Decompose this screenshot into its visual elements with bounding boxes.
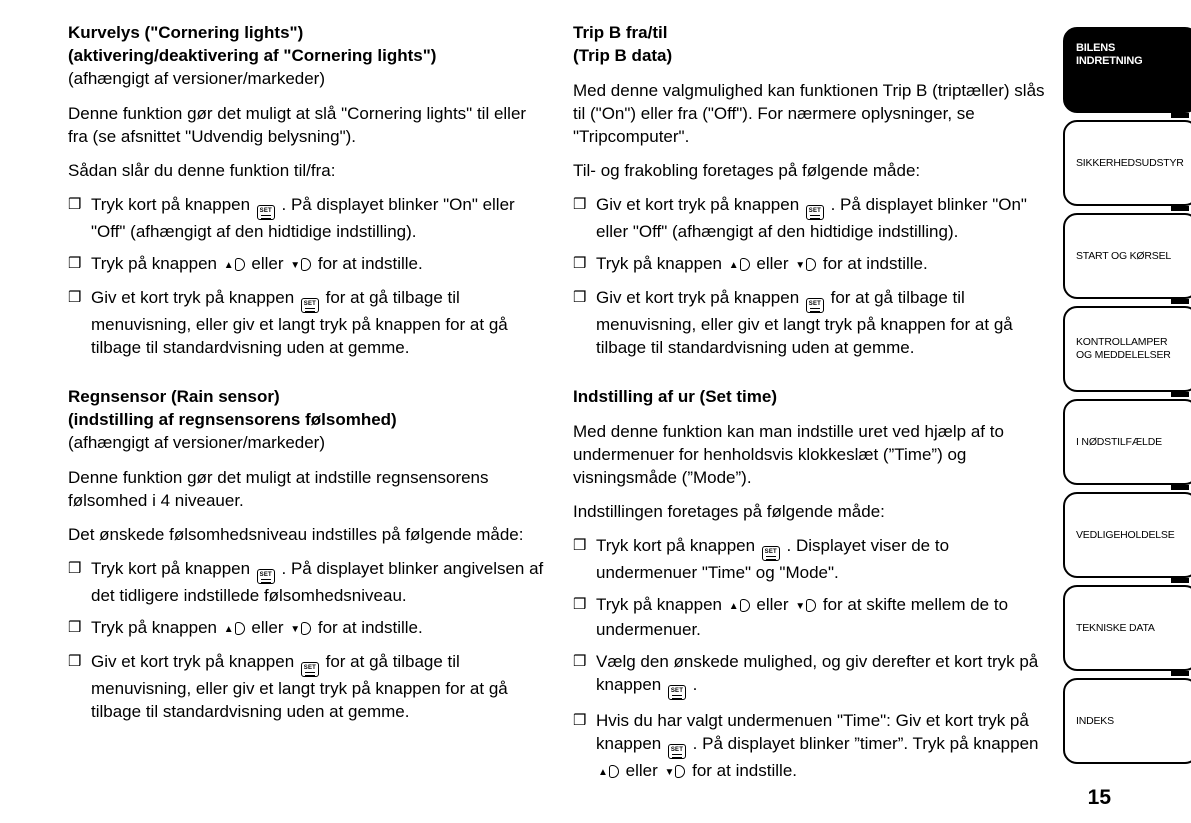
- stalk-button-icon: [235, 622, 245, 635]
- thumb-index-mark: [1171, 206, 1189, 211]
- paragraph: Denne funktion gør det muligt at indstille regnsensorens følsomhed i 4 niveauer.: [68, 468, 489, 510]
- down-arrow-icon: ▼: [664, 767, 675, 778]
- section-heading: Regnsensor (Rain sensor) (indstilling af regnsensorens følsomhed): [68, 387, 397, 429]
- stalk-button-icon: [301, 258, 311, 271]
- paragraph: Til- og frakobling foretages på følgende måde:: [573, 161, 921, 180]
- manual-section: [68, 21, 548, 359]
- thumb-index-mark: [1171, 392, 1189, 397]
- set-button-icon: SET: [668, 685, 686, 700]
- bullet-marker: ❒: [68, 255, 82, 272]
- thumb-index-mark: [1171, 299, 1189, 304]
- bullet-marker: ❒: [573, 537, 587, 554]
- bullet-item: ❒ Giv et kort tryk på knappen SET for at gå tilbage til menuvisning, eller giv et langt tryk på knappen for at gå tilbage til standardvisning uden at gemme.: [573, 288, 1013, 357]
- page-number: 15: [1087, 786, 1111, 809]
- stalk-button-icon: [609, 765, 619, 778]
- tab-label: SIKKERHEDSUDSTYR: [1076, 156, 1184, 169]
- set-button-icon: SET: [806, 298, 824, 313]
- section-note: (afhængigt af versioner/markeder): [68, 69, 326, 88]
- bullet-marker: ❒: [573, 289, 587, 306]
- stalk-button-icon: [806, 599, 816, 612]
- paragraph: Med denne funktion kan man indstille uret ved hjælp af to undermenuer for henholdsvis klokkeslæt (”Time”) og visningsmåde (”Mode”).: [573, 422, 1004, 487]
- chapter-tab-bar: [1063, 27, 1191, 771]
- stalk-button-icon: [235, 258, 245, 271]
- down-arrow-icon: ▼: [795, 260, 806, 271]
- section-heading: Kurvelys ("Cornering lights") (aktivering/deaktivering af "Cornering lights"): [68, 23, 437, 65]
- paragraph: Denne funktion gør det muligt at slå "Cornering lights" til eller fra (se afsnittet "Udvendig belysning").: [68, 104, 527, 146]
- up-arrow-icon: ▲: [728, 601, 739, 612]
- bullet-marker: ❒: [573, 255, 587, 272]
- thumb-index-mark: [1171, 485, 1189, 490]
- tab-label: I NØDSTILFÆLDE: [1076, 435, 1162, 448]
- section-heading: Trip B fra/til (Trip B data): [573, 23, 673, 65]
- left-column: [68, 21, 548, 732]
- set-button-icon: SET: [806, 205, 824, 220]
- bullet-item: ❒ Giv et kort tryk på knappen SET for at gå tilbage til menuvisning, eller giv et langt tryk på knappen for at gå tilbage til standardvisning uden at gemme.: [68, 288, 508, 357]
- stalk-button-icon: [806, 258, 816, 271]
- bullet-marker: ❒: [573, 596, 587, 613]
- set-button-icon: SET: [301, 662, 319, 677]
- chapter-tab-vedligeholdelse[interactable]: [1063, 492, 1191, 578]
- thumb-index-mark: [1171, 113, 1189, 118]
- thumb-index-mark: [1171, 578, 1189, 583]
- chapter-tab-sikkerhedsudstyr[interactable]: [1063, 120, 1191, 206]
- bullet-marker: ❒: [573, 653, 587, 670]
- tab-label: VEDLIGEHOLDELSE: [1076, 528, 1175, 541]
- bullet-item: ❒ Vælg den ønskede mulighed, og giv derefter et kort tryk på knappen SET .: [573, 650, 1053, 700]
- paragraph: Det ønskede følsomhedsniveau indstilles på følgende måde:: [68, 525, 524, 544]
- manual-section: [68, 385, 548, 723]
- bullet-marker: ❒: [573, 712, 587, 729]
- bullet-marker: ❒: [68, 196, 82, 213]
- set-button-icon: SET: [257, 569, 275, 584]
- bullet-item: ❒ Tryk på knappen ▲ eller ▼ for at skifte mellem de to undermenuer.: [573, 595, 1009, 639]
- bullet-item: ❒ Tryk på knappen ▲ eller ▼ for at indstille.: [68, 618, 423, 637]
- bullet-marker: ❒: [573, 196, 587, 213]
- bullet-item: ❒ Hvis du har valgt undermenuen "Time": Giv et kort tryk på knappen SET . På displayet blinker ”timer”. Tryk på knappen ▲ eller ▼ for at indstille.: [573, 711, 1039, 780]
- section-note: (afhængigt af versioner/markeder): [68, 433, 326, 452]
- bullet-marker: ❒: [68, 653, 82, 670]
- down-arrow-icon: ▼: [795, 601, 806, 612]
- up-arrow-icon: ▲: [223, 624, 234, 635]
- up-arrow-icon: ▲: [728, 260, 739, 271]
- bullet-item: ❒ Tryk på knappen ▲ eller ▼ for at indstille.: [573, 254, 928, 273]
- bullet-item: ❒ Tryk kort på knappen SET . Displayet viser de to undermenuer "Time" og "Mode".: [573, 536, 950, 582]
- paragraph: Sådan slår du denne funktion til/fra:: [68, 161, 336, 180]
- section-heading: Indstilling af ur (Set time): [573, 387, 778, 406]
- up-arrow-icon: ▲: [223, 260, 234, 271]
- paragraph: Indstillingen foretages på følgende måde:: [573, 502, 885, 521]
- stalk-button-icon: [675, 765, 685, 778]
- set-button-icon: SET: [762, 546, 780, 561]
- bullet-item: ❒ Tryk kort på knappen SET . På displayet blinker "On" eller "Off" (afhængigt af den hidtidige indstilling).: [68, 195, 515, 241]
- up-arrow-icon: ▲: [598, 767, 608, 778]
- tab-label: START OG KØRSEL: [1076, 249, 1172, 262]
- bullet-item: ❒ Tryk på knappen ▲ eller ▼ for at indstille.: [68, 254, 423, 273]
- bullet-item: ❒ Giv et kort tryk på knappen SET . På displayet blinker "On" eller "Off" (afhængigt af den hidtidige indstilling).: [573, 195, 1027, 241]
- manual-section: [573, 21, 1053, 359]
- bullet-marker: ❒: [68, 619, 82, 636]
- bullet-marker: ❒: [68, 289, 82, 306]
- stalk-button-icon: [740, 258, 750, 271]
- bullet-item: ❒ Giv et kort tryk på knappen SET for at gå tilbage til menuvisning, eller giv et langt tryk på knappen for at gå tilbage til standardvisning uden at gemme.: [68, 652, 508, 721]
- thumb-index-mark: [1171, 671, 1189, 676]
- chapter-tab-i-n-dstilf-lde[interactable]: [1063, 399, 1191, 485]
- set-button-icon: SET: [257, 205, 275, 220]
- manual-section: [573, 385, 1053, 784]
- stalk-button-icon: [301, 622, 311, 635]
- tab-label: INDEKS: [1076, 714, 1114, 727]
- chapter-tab-indeks[interactable]: [1063, 678, 1191, 764]
- down-arrow-icon: ▼: [290, 624, 301, 635]
- set-button-icon: SET: [668, 744, 686, 759]
- bullet-marker: ❒: [68, 560, 82, 577]
- tab-label: KONTROLLAMPER OG MEDDELELSER: [1076, 336, 1171, 361]
- tab-label: BILENS INDRETNING: [1076, 42, 1143, 67]
- chapter-tab-tekniske-data[interactable]: [1063, 585, 1191, 671]
- set-button-icon: SET: [301, 298, 319, 313]
- chapter-tab-start-og-k-rsel[interactable]: [1063, 213, 1191, 299]
- down-arrow-icon: ▼: [290, 260, 301, 271]
- paragraph: Med denne valgmulighed kan funktionen Trip B (triptæller) slås til ("On") eller fra ("Off"). For nærmere oplysninger, se "Tripcomputer".: [573, 81, 1045, 146]
- stalk-button-icon: [740, 599, 750, 612]
- bullet-item: ❒ Tryk kort på knappen SET . På displayet blinker angivelsen af det tidligere indstillede følsomhedsniveau.: [68, 559, 544, 605]
- chapter-tab-bilens-indretning[interactable]: [1063, 27, 1191, 113]
- chapter-tab-kontrollamper-og-meddelelser[interactable]: [1063, 306, 1191, 392]
- tab-label: TEKNISKE DATA: [1076, 621, 1155, 634]
- right-column: [573, 21, 1053, 793]
